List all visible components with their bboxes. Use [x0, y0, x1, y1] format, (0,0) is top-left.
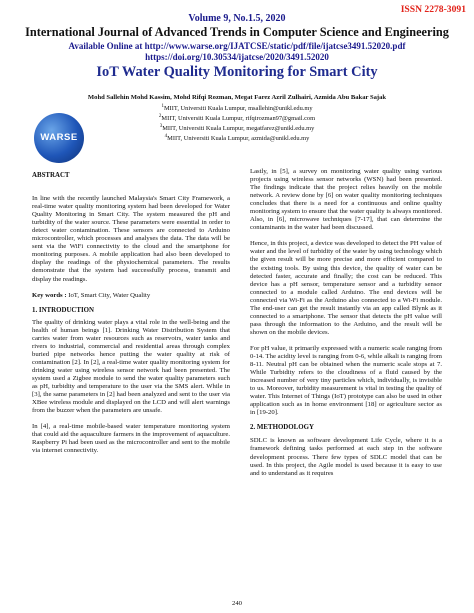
journal-title: International Journal of Advanced Trends in Computer Science and Engineering — [25, 25, 449, 39]
introduction-paragraph-1: The quality of drinking water plays a vital role in the well-being and the health of human beings [1]. Drinking Water Distribution System that carries water from water resources such as reservoirs, water tanks and rivers to industrial, commercial and residential areas through complex buried pipe networks hence putting the water quality at risk of contamination [2]. In [2], a real-time water quality monitoring system for drinking water using wireless sensor network had been presented. The system used a Zigbee module to send the water quality parameters such as pH, turbidity and temperature to the user via the SMS alert. While in [3], the same parameters in [2] had been analyzed and sent to the user via XBee wireless module and displayed on the LCD and will alert warnings from the buzzer when the parameters are unsafe. — [32, 318, 230, 415]
keywords-label: Key words : — [32, 291, 67, 299]
affiliation-marker: 1 — [161, 104, 164, 109]
page-number: 240 — [231, 600, 243, 607]
affiliation-marker: 3 — [159, 124, 163, 129]
affiliation-marker: 2 — [158, 114, 162, 119]
keywords-line — [32, 292, 230, 300]
volume-line: Volume 9, No.1.5, 2020 — [188, 13, 286, 24]
abstract-body: In line with the recently launched Malaysia's Smart City Framework, a real-time water quality monitoring system had been developed for Water Quality Monitoring in Smart City. The system measured the pH and turbidity of the water source. These parameters were essential in order to detect water contamination. These sensors are connected to Arduino microcontroller, which processes and analyses the data. The data will be sent via the WiFi connectivity to the cloud and the smartphone for monitoring purposes. A mobile application had also been developed to display the readings of the physiochemical parameters. The results demonstrate that the system had successfully process, transmit and display the readings. — [32, 195, 230, 283]
warse-logo-text: WARSE — [40, 132, 78, 143]
right-column — [250, 168, 442, 478]
introduction-paragraph-2: In [4], a real-time mobile-based water temperature monitoring system that could aid the aquaculture farmers in the improvement of aquaculture. Raspberry Pi had been used as the microcontroller and sent to the mobile via internet connectivity. — [32, 423, 230, 455]
affiliation-text: MIIT, Universiti Kuala Lumpur, msallehin@unikl.edu.my — [163, 105, 313, 113]
right-paragraph-3: For pH value, it primarily expressed with a numeric scale ranging from 0-14. The acidity level is ranging from 0-6, while alkali is ranging from 8-11. Neutral pH can be obtained when the numeric scale stops at 7. While Turbidity refers to the cloudiness of a fluid caused by the increased number of very tiny particles which, individually, is invisible to us. Moreover, turbidity measurement is vital in testing the quality of water. This Internet of Things (IoT) prototype can also be used in other application such as in home environment [18] or agriculture sector as in [19-20]. — [250, 344, 442, 417]
available-online-link[interactable]: Available Online at http://www.warse.org/IJATCSE/static/pdf/file/ijatcse3491.52020.pdf — [68, 41, 406, 51]
doi-link[interactable]: https://doi.org/10.30534/ijatcse/2020/3491.52020 — [145, 52, 329, 62]
introduction-heading: 1. INTRODUCTION — [32, 306, 95, 314]
affiliation-1 — [0, 104, 474, 112]
author-list: Mohd Sallehin Mohd Kassim, Mohd Rifqi Rozman, Megat Farez Azril Zulhairi, Azmida Abu Bakar Sajak — [87, 94, 387, 101]
methodology-heading: 2. METHODOLOGY — [250, 424, 314, 432]
warse-logo — [34, 113, 84, 163]
paper-title: IoT Water Quality Monitoring for Smart City — [96, 64, 378, 80]
keywords-text: IoT, Smart City, Water Quality — [66, 291, 151, 299]
issn-label: ISSN 2278-3091 — [400, 4, 466, 15]
abstract-heading: ABSTRACT — [32, 172, 70, 179]
methodology-paragraph: SDLC is known as software development Life Cycle, where it is a framework defining tasks performed at each step in the software development process. There few types of SDLC model that can be used. In this project, the Agile model is used because it is easy to use and to understand as it requires — [250, 437, 442, 477]
right-paragraph-2: Hence, in this project, a device was developed to detect the PH value of water and the level of turbidity of the water by using technology which the given result will be more precise and more efficient compared to the existing tools. By using this device, the quality of water can be detected faster, accurate and finally; the cost can be reduced. This device has a pH sensor, temperature sensor and a turbidity sensor connected to a module called Arduino. The end devices will be connected via Wi-Fi as the Arduino also connected to a Wi-Fi module. The end-user can get the result instantly via an app called Blynk as it connected to a smartphone. The sensor that detects the pH value will pass through the information to the Arduino, and the result will be shown on the mobile devices. — [250, 240, 442, 336]
affiliation-marker: 4 — [164, 134, 168, 139]
affiliation-text: MIIT, Universiti Kuala Lumpur, megatfarez@unikl.edu.my — [162, 125, 315, 133]
left-column — [32, 172, 230, 455]
affiliation-text: MIIT, Universiti Kuala Lumpur, rifqirozman97@gmail.com — [161, 115, 316, 123]
right-paragraph-1: Lastly, in [5], a survey on monitoring water quality using various projects using wireless sensor networks (WSN) had been presented. The findings indicate that the project relies heavily on the mobile network. A review done by [6] on water quality monitoring techniques concludes that there is a need for a continuous and online quality monitoring system to ensure that the water quality is always monitored. Also, in [6], microwave techniques [7-17], that can determine the contaminants in the water had been discussed. — [250, 168, 442, 232]
affiliation-text: MIIT, Universiti Kuala Lumpur, azmida@unikl.edu.my — [167, 135, 310, 143]
